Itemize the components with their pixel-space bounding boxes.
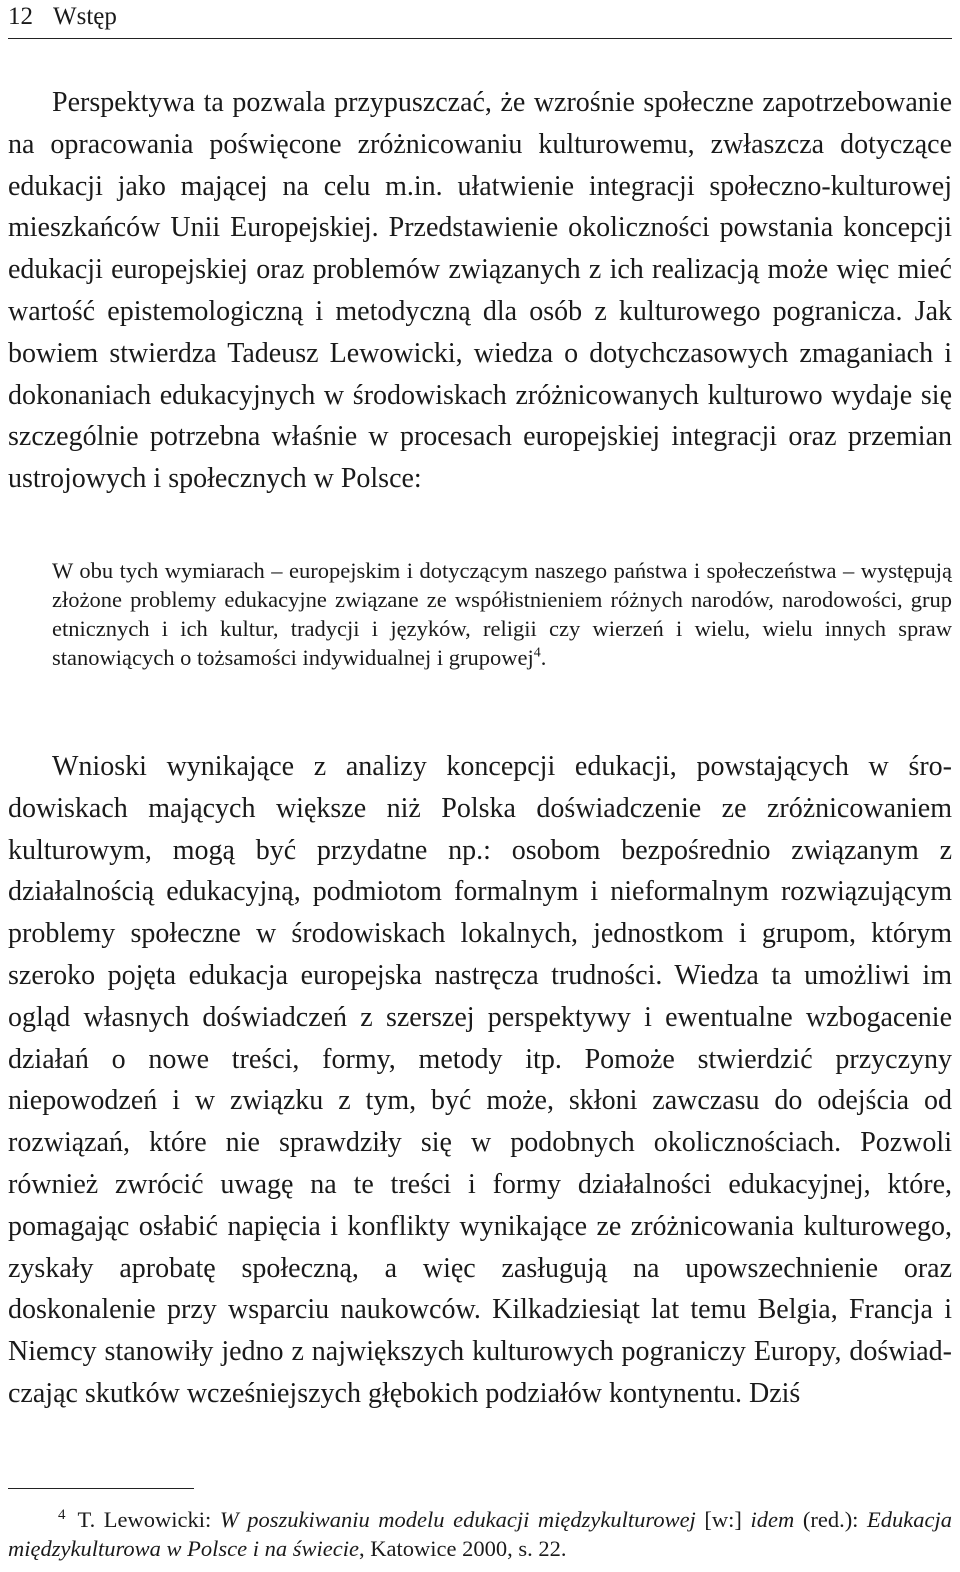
footnote-editor: idem	[750, 1507, 795, 1532]
quote-end: .	[540, 645, 547, 670]
footnote-in: [w:]	[695, 1507, 751, 1532]
footnote-red: (red.):	[794, 1507, 868, 1532]
footnote-author: T. Lewowicki:	[77, 1507, 220, 1532]
footnote-separator	[8, 1488, 194, 1489]
block-quote	[52, 556, 952, 672]
paragraph-2: Wnioski wynikające z analizy koncepcji edukacji, powstających w środowiskach mających większe niż Polska doświadczenie ze zróżnicowaniem kulturowym, mogą być przydatne np.: osobom bezpośrednio związanym z działalnością edukacyjną, podmiotom formalnym i nieformalnym rozwiązującym problemy społeczne w środowiskach lokalnych, jednostkom i grupom, którym szeroko pojęta edukacja europejska nastręcza trudności. Wiedza ta umożliwi im ogląd własnych doświadczeń z szerszej perspektywy i ewentualne wzbogacenie działań o nowe treści, formy, metody itp. Pomoże stwierdzić przyczyny niepowodzeń i w związku z tym, być może, skłoni zawczasu do odejścia od rozwiązań, które nie sprawdziły się w podobnych okolicznościach. Pozwoli również zwrócić uwagę na te treści i formy działalności edukacyjnej, które, pomagając osłabić napięcia i konflikty wynikające ze zróżnicowania kulturowego, zyskały aprobatę społeczną, a więc zasługują na upowszechnienie oraz doskonalenie przy wsparciu naukowców. Kilkadziesiąt lat temu Belgia, Francja i Niemcy stanowiły jedno z największych kulturowych pograniczy Europy, doświadczając skutków wcześniejszych głębokich podziałów kontynentu. Dziś	[8, 751, 952, 1409]
footnote-reference[interactable]: 4	[533, 645, 541, 661]
footnote-publication: , Katowice 2000, s. 22.	[358, 1536, 567, 1561]
footnote-title: W poszukiwaniu modelu edukacji międzykulturowej	[219, 1507, 696, 1532]
footnote	[8, 1505, 952, 1563]
page-number: 12	[8, 3, 33, 30]
footnote-number: 4	[58, 1506, 66, 1523]
quote-text: W obu tych wymiarach – europejskim i dotyczącym naszego państwa i społeczeństwa – występują złożone problemy edukacyjne związane ze współistnieniem różnych narodów, narodowości, grup etnicznych i ich kultur, tradycji i języków, religii czy wierzeń i wielu, wielu innych spraw stanowiących o tożsamości indywidualnej i grupowej	[52, 558, 952, 670]
running-header	[8, 0, 952, 39]
paragraph-1: Perspektywa ta pozwala przypuszczać, że wzrośnie społeczne zapotrzebowanie na opracowania poświęcone zróżnicowaniu kulturowemu, zwłaszcza dotyczące edukacji jako mającej na celu m.in. ułatwienie integracji społeczno-kulturowej mieszkańców Unii Europejskiej. Przedstawienie okoliczności powstania koncepcji edukacji europejskiej oraz problemów związanych z ich realizacją może więc mieć wartość epistemologiczną i metodyczną dla osób z kulturowego pogranicza. Jak bowiem stwierdza Tadeusz Lewowicki, wiedza o dotychczasowych zmaganiach i dokonaniach edukacyjnych w środowiskach zróżnicowanych kulturowo wydaje się szczególnie potrzebna właśnie w procesach europejskiej integracji oraz przemian ustrojowych i społecznych w Polsce:	[8, 87, 952, 495]
running-title: Wstęp	[53, 3, 117, 30]
footnote-book: Edukacja międzykulturowa w Polsce i na świecie	[8, 1507, 952, 1561]
